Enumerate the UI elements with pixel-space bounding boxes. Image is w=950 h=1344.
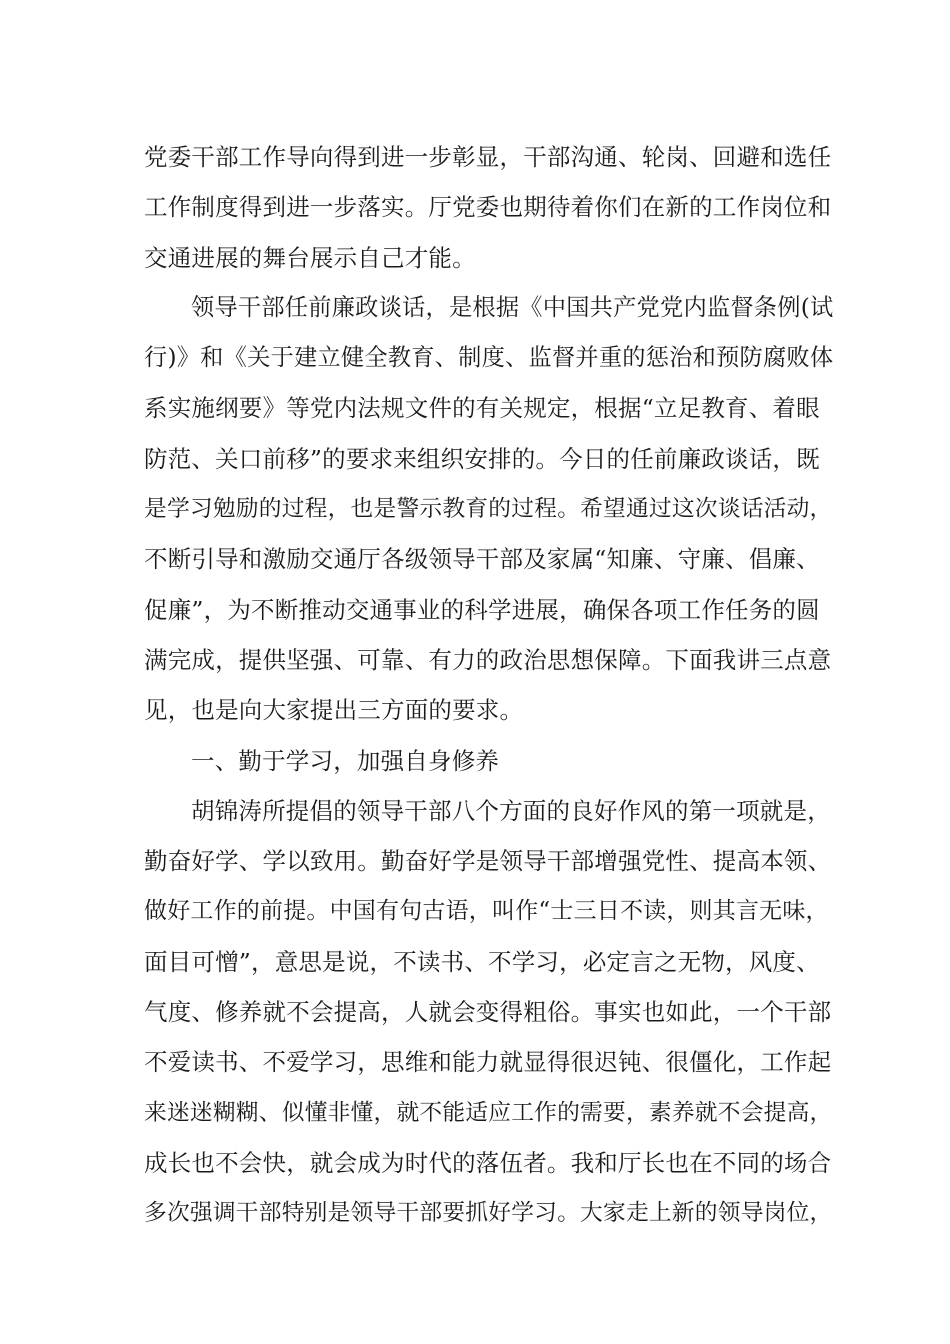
text-line: 满完成，提供坚强、可靠、有力的政治思想保障。下面我讲三点意 [144, 645, 832, 674]
paragraph-start-line: 领导干部任前廉政谈话，是根据《中国共产党党内监督条例(试 [191, 293, 834, 321]
text-line: 交通进展的舞台展示自己才能。 [144, 243, 476, 272]
text-line: 不断引导和激励交通厅各级领导干部及家属“知廉、守廉、倡廉、 [144, 545, 820, 574]
section-heading: 一、勤于学习，加强自身修养 [191, 746, 500, 775]
text-line: 见，也是向大家提出三方面的要求。 [144, 696, 524, 725]
text-line: 多次强调干部特别是领导干部要抓好学习。大家走上新的领导岗位， [144, 1200, 833, 1227]
text-line: 来迷迷糊糊、似懂非懂，就不能适应工作的需要，素养就不会提高， [144, 1099, 833, 1126]
text-line: 面目可憎”，意思是说，不读书、不学习，必定言之无物，风度、 [144, 947, 820, 976]
text-line: 防范、关口前移”的要求来组织安排的。今日的任前廉政谈话，既 [144, 444, 820, 473]
text-line: 成长也不会快，就会成为时代的落伍者。我和厅长也在不同的场合 [144, 1148, 832, 1177]
text-line: 勤奋好学、学以致用。勤奋好学是领导干部增强党性、提高本领、 [144, 847, 832, 876]
text-line: 不爱读书、不爱学习，思维和能力就显得很迟钝、很僵化，工作起 [144, 1048, 832, 1077]
paragraph-start-line: 胡锦涛所提倡的领导干部八个方面的良好作风的第一项就是， [191, 796, 831, 825]
text-line: 气度、修养就不会提高，人就会变得粗俗。事实也如此，一个干部 [144, 998, 832, 1027]
text-line: 行)》和《关于建立健全教育、制度、监督并重的惩治和预防腐败体 [144, 344, 834, 372]
document-body [144, 132, 834, 1239]
text-line: 党委干部工作导向得到进一步彰显，干部沟通、轮岗、回避和选任 [144, 143, 832, 171]
text-line: 系实施纲要》等党内法规文件的有关规定，根据“立足教育、着眼 [144, 394, 820, 423]
text-line: 做好工作的前提。中国有句古语，叫作“士三日不读，则其言无味， [144, 898, 829, 925]
text-line: 是学习勉励的过程，也是警示教育的过程。希望通过这次谈话活动， [144, 496, 833, 523]
text-line: 工作制度得到进一步落实。厅党委也期待着你们在新的工作岗位和 [144, 193, 832, 222]
text-line: 促廉”，为不断推动交通事业的科学进展，确保各项工作任务的圆 [144, 595, 820, 624]
